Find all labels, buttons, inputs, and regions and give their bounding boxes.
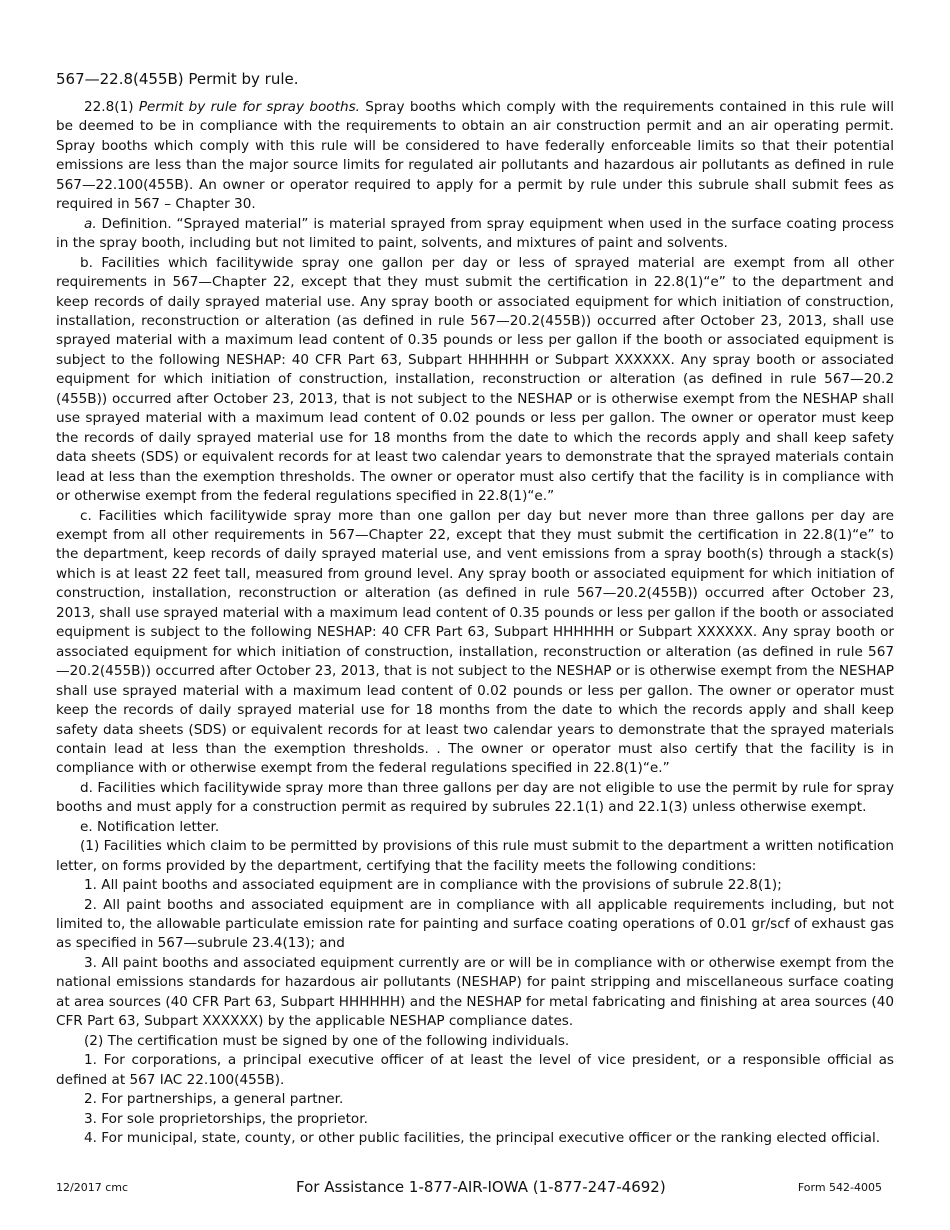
- document-page: [56, 70, 894, 1148]
- subrule-text: Spray booths which comply with the requirements contained in this rule will be deemed to be in compliance with the requirements to obtain an air construction permit and an air operating permit. Spray booths which comply with this rule will be considered to have federally enforceable limits so that their potential emissions are less than the major source limits for regulated air pollutants and hazardous air pollutants as defined in rule 567—22.100(455B). An owner or operator required to apply for a permit by rule under this subrule shall submit fees as required in 567 – Chapter 30.: [56, 99, 894, 213]
- footer-date: 12/2017 cmc: [56, 1181, 129, 1194]
- list-item: 1. All paint booths and associated equipment are in compliance with the provisions of subrule 22.8(1);: [84, 877, 782, 894]
- list-item: 3. For sole proprietorships, the proprietor.: [84, 1110, 368, 1127]
- footer-form-number: Form 542-4005: [797, 1181, 882, 1194]
- footer-assistance: For Assistance 1-877-AIR-IOWA (1-877-247-4692): [296, 1178, 666, 1196]
- subrule-22-8-1: [56, 98, 894, 215]
- rule-body: [56, 98, 894, 1148]
- rule-heading: 567—22.8(455B) Permit by rule.: [56, 70, 299, 88]
- list-item: 1. For corporations, a principal executive officer of at least the level of vice president, or a responsible official as defined at 567 IAC 22.100(455B).: [56, 1052, 894, 1088]
- paragraph-a-label: a.: [84, 215, 97, 232]
- paragraph-c: c. Facilities which facilitywide spray more than one gallon per day but never more than three gallons per day are exempt from all other requirements in 567—Chapter 22, except that they must submit the certification in 22.8(1)“e” to the department, keep records of daily sprayed material use, and vent emissions from a spray booth(s) through a stack(s) which is at least 22 feet tall, measured from ground level. Any spray booth or associated equipment for which initiation of construction, installation, reconstruction or alteration (as defined in rule 567—20.2(455B)) occurred after October 23, 2013, shall use sprayed material with a maximum lead content of 0.35 pounds or less per gallon if the booth or associated equipment is subject to the following NESHAP: 40 CFR Part 63, Subpart HHHHHH or Subpart XXXXXX. Any spray booth or associated equipment for which initiation of construction, installation, reconstruction or alteration (as defined in rule 567—20.2(455B)) occurred after October 23, 2013, that is not subject to the NESHAP or is otherwise exempt from the NESHAP shall use sprayed material with a maximum lead content of 0.02 pounds or less per gallon. The owner or operator must keep the records of daily sprayed material use for 18 months from the date to which the records apply and shall keep safety data sheets (SDS) or equivalent records for at least two calendar years to demonstrate that the sprayed materials contain lead at less than the exemption thresholds. . The owner or operator must also certify that the facility is in compliance with or otherwise exempt from the federal regulations specified in 22.8(1)“e.”: [56, 507, 894, 777]
- page-footer: [56, 1178, 894, 1198]
- paragraph-a: [56, 215, 894, 254]
- list-item: 3. All paint booths and associated equipment currently are or will be in compliance with or otherwise exempt from the national emissions standards for hazardous air pollutants (NESHAP) for paint stripping and miscellaneous surface coating at area sources (40 CFR Part 63, Subpart HHHHHH) and the NESHAP for metal fabricating and finishing at area sources (40 CFR Part 63, Subpart XXXXXX) by the applicable NESHAP compliance dates.: [56, 954, 894, 1030]
- list-item: 4. For municipal, state, county, or other public facilities, the principal executive officer or the ranking elected official.: [84, 1130, 881, 1147]
- list-item: 2. For partnerships, a general partner.: [84, 1091, 344, 1108]
- paragraph-e: e. Notification letter.: [80, 818, 220, 835]
- paragraph-d: d. Facilities which facilitywide spray more than three gallons per day are not eligible to use the permit by rule for spray booths and must apply for a construction permit as required by subrules 22.1(1) and 22.1(3) unless otherwise exempt.: [56, 779, 894, 816]
- list-item: 2. All paint booths and associated equipment are in compliance with all applicable requirements including, but not limited to, the allowable particulate emission rate for painting and surface coating operations of 0.01 gr/scf of exhaust gas as specified in 567—subrule 23.4(13); and: [56, 896, 894, 952]
- paragraph-a-text: Definition. “Sprayed material” is material sprayed from spray equipment when used in the surface coating process in the spray booth, including but not limited to paint, solvents, and mixtures of paint and solvents.: [56, 215, 894, 252]
- paragraph-b: b. Facilities which facilitywide spray one gallon per day or less of sprayed material are exempt from all other requirements in 567—Chapter 22, except that they must submit the certification in 22.8(1)“e” to the department and keep records of daily sprayed material use. Any spray booth or associated equipment for which initiation of construction, installation, reconstruction or alteration (as defined in rule 567—20.2(455B)) occurred after October 23, 2013, shall use sprayed material with a maximum lead content of 0.35 pounds or less per gallon if the booth or associated equipment is subject to the following NESHAP: 40 CFR Part 63, Subpart HHHHHH or Subpart XXXXXX. Any spray booth or associated equipment for which initiation of construction, installation, reconstruction or alteration (as defined in rule 567—20.2 (455B)) occurred after October 23, 2013, that is not subject to the NESHAP or is otherwise exempt from the NESHAP shall use sprayed material with a maximum lead content of 0.02 pounds or less per gallon. The owner or operator must keep the records of daily sprayed material use for 18 months from the date to which the records apply and shall keep safety data sheets (SDS) or equivalent records for at least two calendar years to demonstrate that the sprayed materials contain lead at less than the exemption thresholds. The owner or operator must also certify that the facility is in compliance with or otherwise exempt from the federal regulations specified in 22.8(1)“e.”: [56, 254, 894, 505]
- subrule-title: Permit by rule for spray booths.: [138, 99, 360, 115]
- subrule-number: 22.8(1): [84, 99, 139, 115]
- paragraph-e-2: (2) The certification must be signed by one of the following individuals.: [84, 1032, 570, 1049]
- paragraph-e-1: (1) Facilities which claim to be permitted by provisions of this rule must submit to the department a written notification letter, on forms provided by the department, certifying that the facility meets the following conditions:: [56, 838, 894, 874]
